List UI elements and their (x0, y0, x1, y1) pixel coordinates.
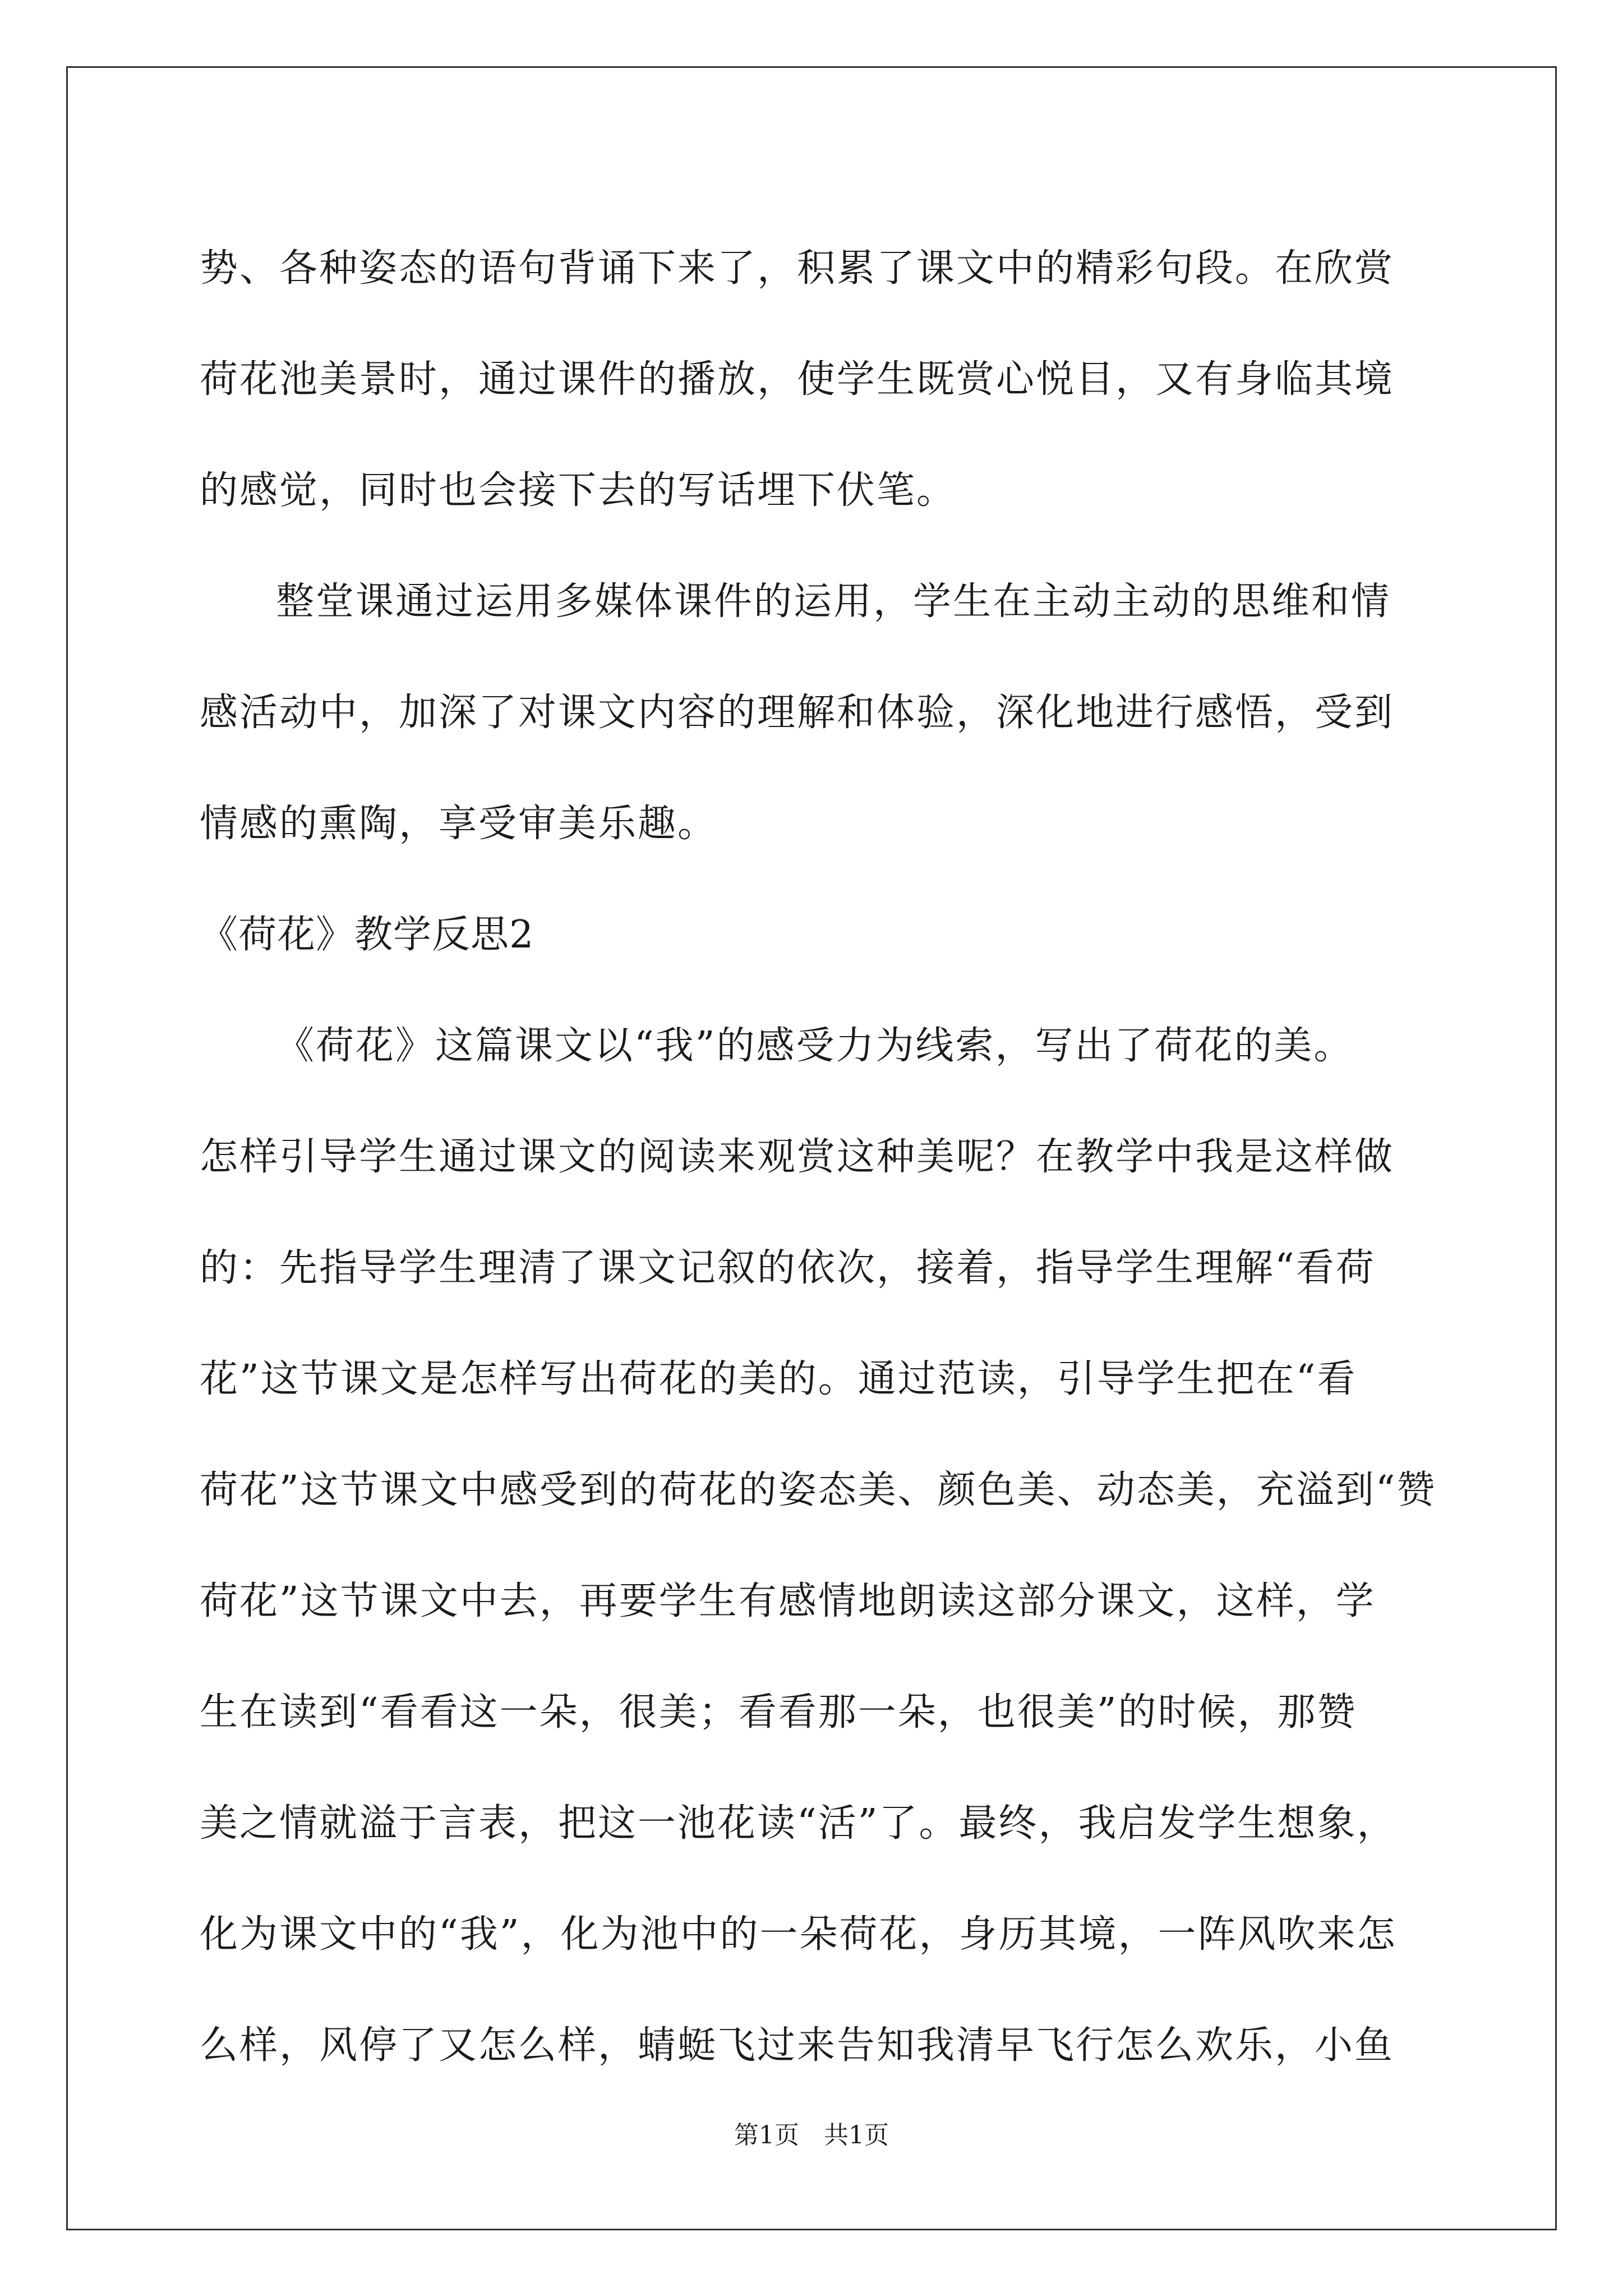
text-line: 么样，风停了又怎么样，蜻蜓飞过来告知我清早飞行怎么欢乐，小鱼 (200, 2023, 1395, 2068)
text-line: 荷花”这节课文中感受到的荷花的姿态美、颜色美、动态美，充溢到“赞 (200, 1468, 1437, 1512)
text-line: 的感觉，同时也会接下去的写话埋下伏笔。 (200, 468, 957, 513)
text-line: 感活动中，加深了对课文内容的理解和体验，深化地进行感悟，受到 (200, 691, 1395, 735)
text-line: 花”这节课文是怎样写出荷花的美的。通过范读，引导学生把在“看 (200, 1357, 1357, 1401)
section-heading: 《荷花》教学反思2 (200, 913, 534, 957)
text-line: 荷花”这节课文中去，再要学生有感情地朗读这部分课文，这样，学 (200, 1579, 1376, 1623)
text-line: 生在读到“看看这一朵，很美；看看那一朵，也很美”的时候，那赞 (200, 1690, 1357, 1734)
page-number-footer: 第1页 共1页 (734, 2121, 889, 2150)
document-body (200, 213, 1437, 2101)
text-line: 势、各种姿态的语句背诵下来了，积累了课文中的精彩句段。在欣赏 (200, 246, 1395, 291)
text-line: 整堂课通过运用多媒体课件的运用，学生在主动主动的思维和情 (276, 579, 1391, 624)
text-line: 化为课文中的“我”，化为池中的一朵荷花，身历其境，一阵风吹来怎 (200, 1912, 1397, 1957)
text-line: 美之情就溢于言表，把这一池花读“活”了。最终，我启发学生想象， (200, 1801, 1397, 1846)
text-line: 的：先指导学生理清了课文记叙的依次，接着，指导学生理解“看荷 (200, 1246, 1376, 1290)
text-line: 怎样引导学生通过课文的阅读来观赏这种美呢？在教学中我是这样做 (200, 1135, 1395, 1179)
text-line: 荷花池美景时，通过课件的播放，使学生既赏心悦目，又有身临其境 (200, 357, 1395, 402)
text-line: 《荷花》这篇课文以“我”的感受力为线索，写出了荷花的美。 (276, 1024, 1354, 1068)
text-line: 情感的熏陶，享受审美乐趣。 (200, 802, 718, 846)
